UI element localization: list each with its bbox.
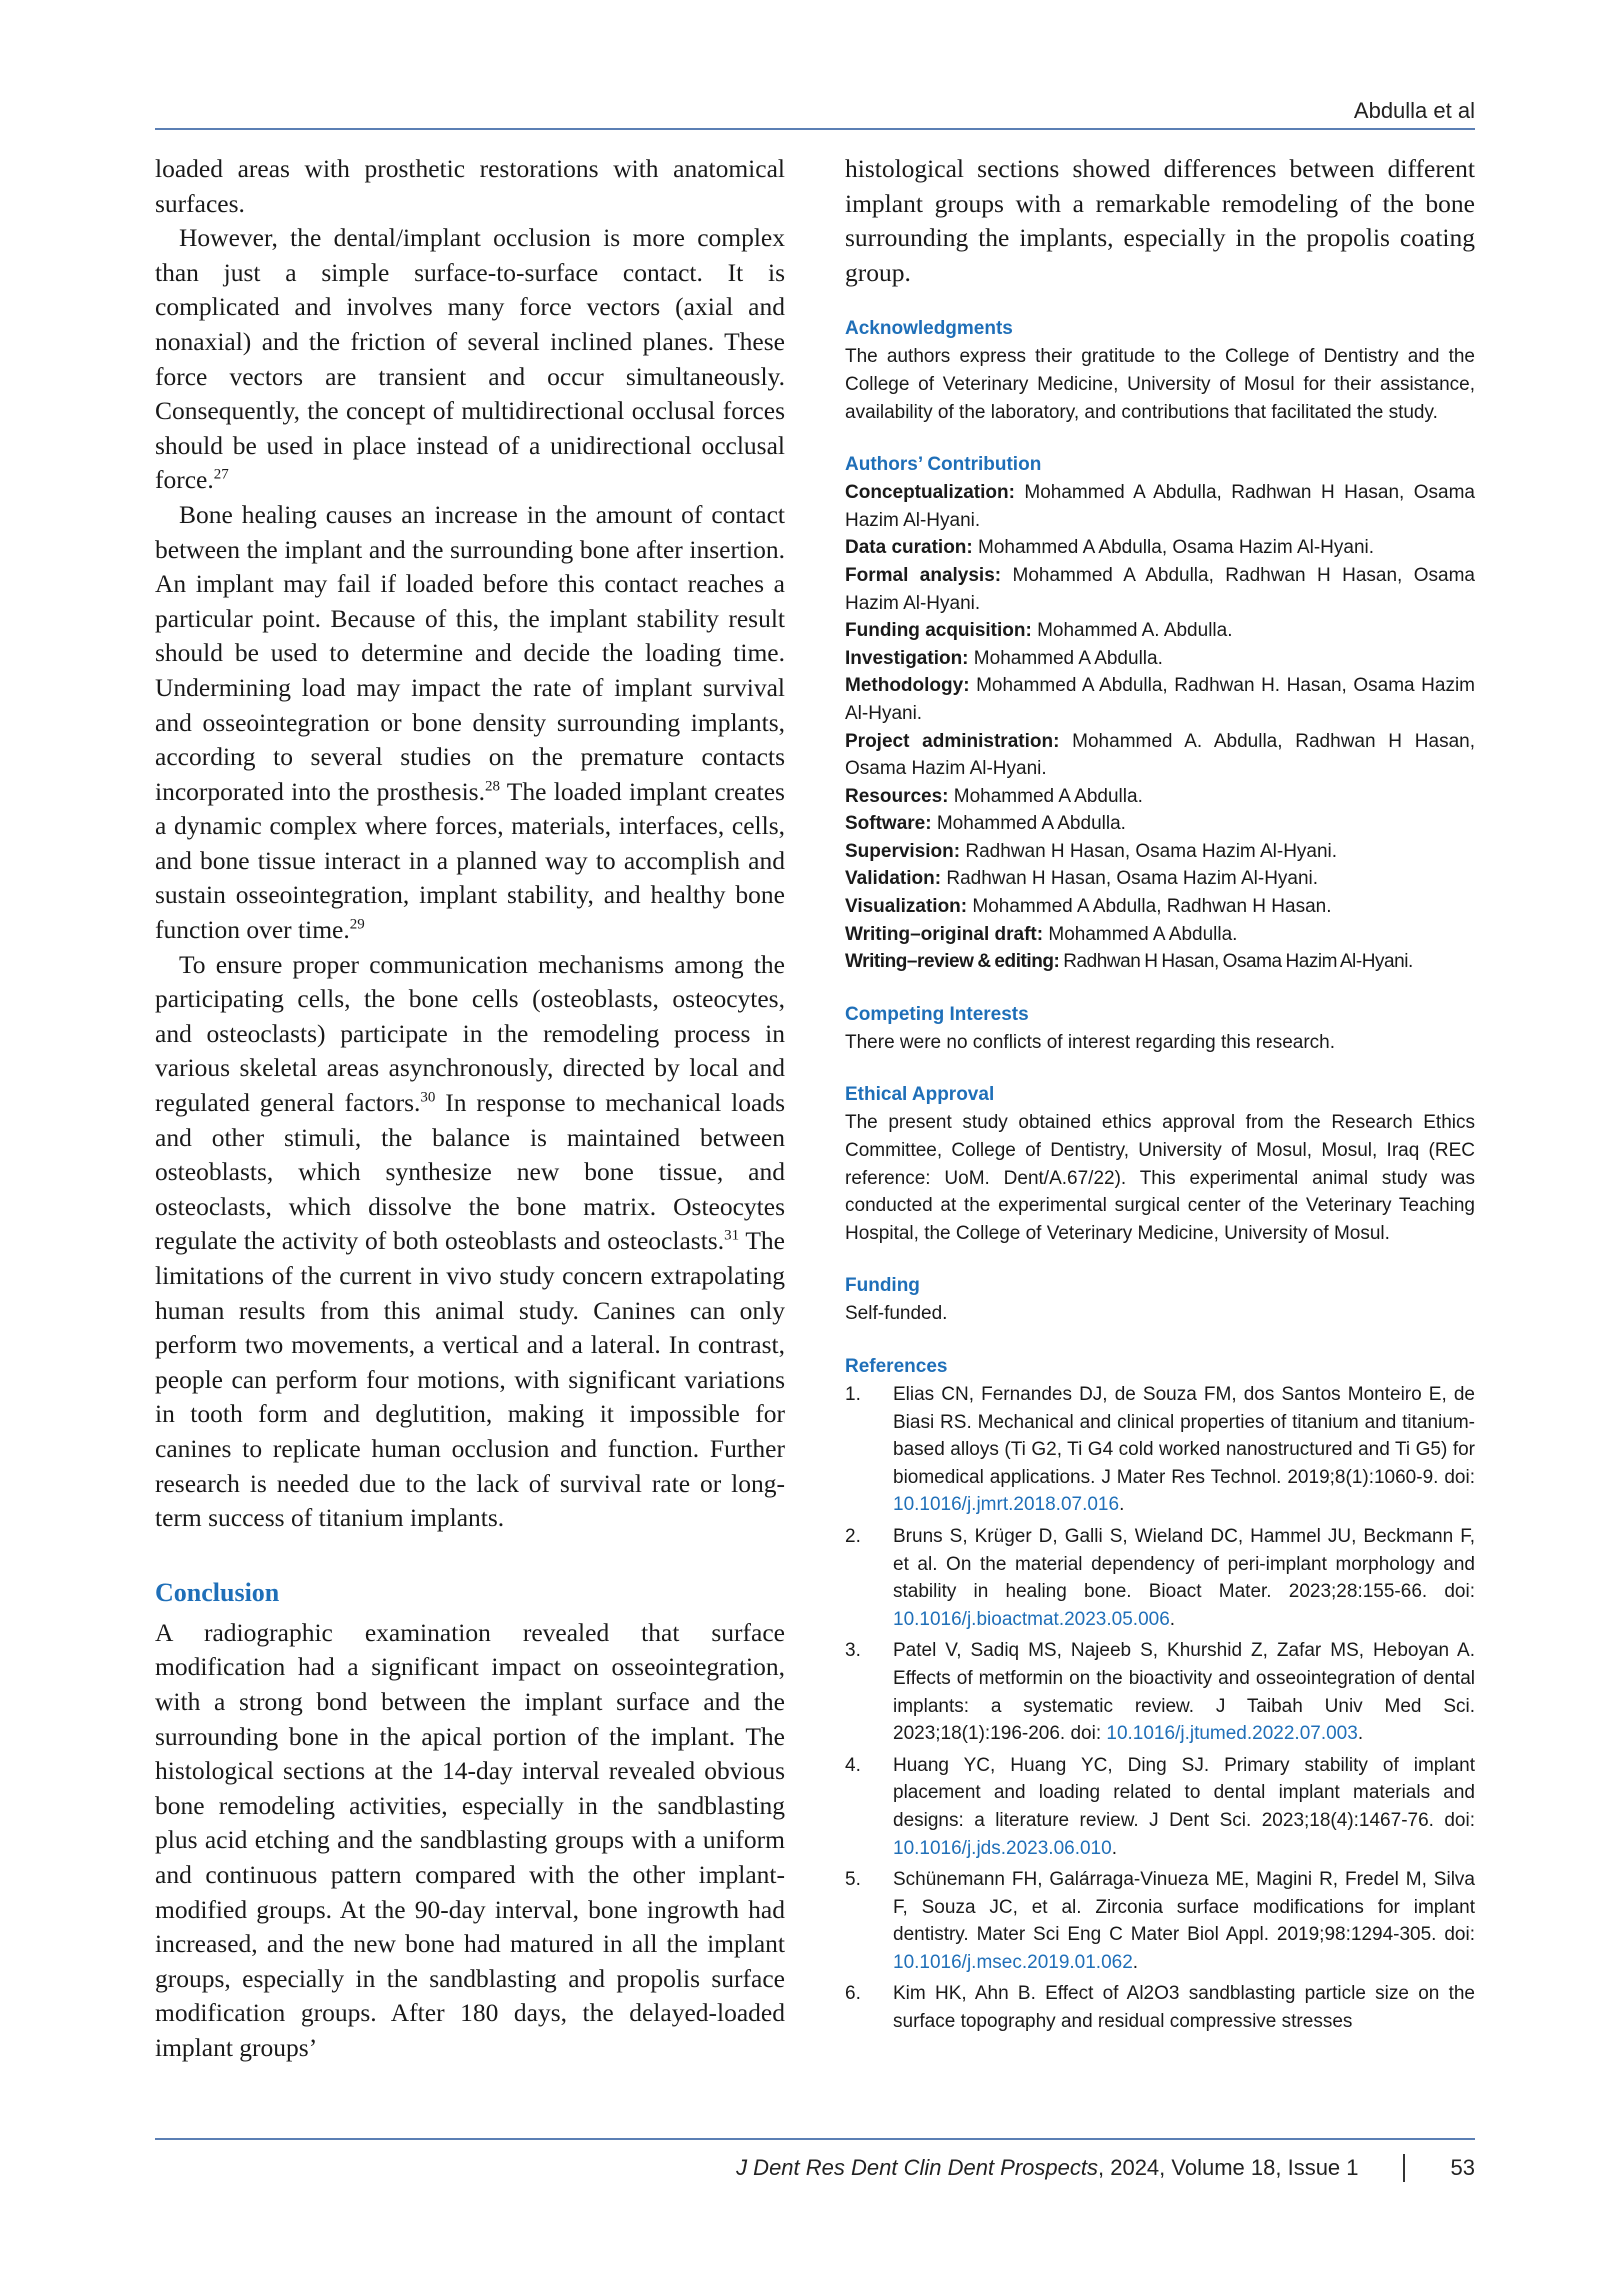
contribution-item: Supervision: Radhwan H Hasan, Osama Hazim Al-Hyani. xyxy=(845,840,1338,862)
doi-link[interactable]: 10.1016/j.jtumed.2022.07.003 xyxy=(1106,1723,1358,1745)
left-column xyxy=(155,152,785,2065)
conclusion-paragraph: A radiographic examination revealed that surface modification had a significant impact on osseointegration, with a strong bond between the implant surface and the surrounding bone in the apical portion of the implant. The histological sections at the 14-day interval revealed obvious bone remodeling activities, especially in the sandblasting plus acid etching and the sandblasting groups with a uniform and continuous pattern compared with the other implant-modified groups. At the 90-day interval, bone ingrowth had increased, and the new bone had matured in all the implant groups, especially in the sandblasting and propolis surface modification groups. After 180 days, the delayed-loaded implant groups’ xyxy=(155,1617,785,2062)
ethical-approval-heading: Ethical Approval xyxy=(845,1084,995,1106)
citation-superscript: 28 xyxy=(484,778,500,795)
contribution-item: Writing–original draft: Mohammed A Abdulla. xyxy=(845,923,1238,945)
reference-item: 4. Huang YC, Huang YC, Ding SJ. Primary stability of implant placement and loading related to dental implant materials and designs: a literature review. J Dent Sci. 2023;18(4):1467-76. doi: 10.1016/j.jds.2023.06.010. xyxy=(845,1752,1475,1862)
body-paragraph: Bone healing causes an increase in the amount of contact between the implant and the surrounding bone after insertion. An implant may fail if loaded before this contact reaches a particular point. Because of this, the implant stability result should be used to determine and decide the loading time. Undermining load may impact the rate of implant survival and osseointegration or bone density surrounding implants, according to several studies on the premature contacts incorporated into the prosthesis.$^{28}$ The loaded implant creates a dynamic complex where forces, materials, interfaces, cells, and bone tissue interact in a planned way to accomplish and sustain osseointegration, implant stability, and healthy bone function over time.$^{29}$ xyxy=(155,499,785,945)
doi-link[interactable]: 10.1016/j.jds.2023.06.010 xyxy=(893,1837,1112,1859)
conclusion-heading: Conclusion xyxy=(155,1577,280,1607)
reference-number: 1. xyxy=(845,1384,861,1405)
contribution-item: Investigation: Mohammed A Abdulla. xyxy=(845,647,1163,669)
body-paragraph: However, the dental/implant occlusion is more complex than just a simple surface-to-surface contact. It is complicated and involves many force vectors (axial and nonaxial) and the friction of several inclined planes. These force vectors are transient and occur simultaneously. Consequently, the concept of multidirectional occlusal forces should be used in place instead of a unidirectional occlusal force.$^{27}$ xyxy=(155,223,785,495)
competing-interests-heading: Competing Interests xyxy=(845,1003,1029,1025)
competing-interests-text: There were no conflicts of interest regarding this research. xyxy=(845,1031,1336,1053)
reference-item: 6. Kim HK, Ahn B. Effect of Al2O3 sandblasting particle size on the surface topography and residual compressive stresses xyxy=(845,1980,1475,2035)
reference-number: 6. xyxy=(845,1983,861,2005)
reference-item: 3. Patel V, Sadiq MS, Najeeb S, Khurshid Z, Zafar MS, Heboyan A. Effects of metformin on the bioactivity and osseointegration of dental implants: a systematic review. J Taibah Univ Med Sci. 2023;18(1):196-206. doi: 10.1016/j.jtumed.2022.07.003. xyxy=(845,1637,1475,1747)
funding-heading: Funding xyxy=(845,1275,920,1297)
footer-rule xyxy=(155,2138,1475,2140)
running-head: Abdulla et al xyxy=(1353,98,1475,123)
reference-item: 1. Elias CN, Fernandes DJ, de Souza FM, dos Santos Monteiro E, de Biasi RS. Mechanical and clinical properties of titanium and titanium-based alloys (Ti G2, Ti G4 cold worked nanostructured and Ti G5) for biomedical applications. J Mater Res Technol. 2019;8(1):1060-9. doi: 10.1016/j.jmrt.2018.07.016. xyxy=(845,1381,1475,1519)
contribution-item: Software: Mohammed A Abdulla. xyxy=(845,813,1126,835)
reference-item: 2. Bruns S, Krüger D, Galli S, Wieland DC, Hammel JU, Beckmann F, et al. On the material dependency of peri-implant morphology and stability in healing bone. Bioact Mater. 2023;28:155-66. doi: 10.1016/j.bioactmat.2023.05.006. xyxy=(845,1523,1475,1633)
contribution-item: Conceptualization: Mohammed A Abdulla, Radhwan H Hasan, Osama Hazim Al-Hyani. xyxy=(845,482,1475,531)
citation-superscript: 30 xyxy=(420,1089,436,1106)
reference-number: 4. xyxy=(845,1754,861,1776)
body-paragraph: To ensure proper communication mechanisms among the participating cells, the bone cells (osteoblasts, osteocytes, and osteoclasts) participate in the remodeling process in various skeletal areas asynchronously, directed by local and regulated general factors.$^{30}$ In response to mechanical loads and other stimuli, the balance is maintained between osteoblasts, which synthesize new bone tissue, and osteoclasts, which dissolve the bone matrix. Osteocytes regulate the activity of both osteoblasts and osteoclasts.$^{31}$ The limitations of the current in vivo study concern extrapolating human results from this animal study. Canines can only perform two movements, a vertical and a lateral. In contrast, people can perform four motions, with significant variations in tooth form and deglutition, making it impossible for canines to replicate human occlusion and function. Further research is needed due to the lack of survival rate or long-term success of titanium implants. xyxy=(155,949,786,1533)
doi-link[interactable]: 10.1016/j.bioactmat.2023.05.006 xyxy=(893,1608,1170,1630)
page-number: 53 xyxy=(1450,2155,1475,2180)
contribution-item: Methodology: Mohammed A Abdulla, Radhwan H. Hasan, Osama Hazim Al-Hyani. xyxy=(845,675,1475,724)
acknowledgments-text: The authors express their gratitude to the College of Dentistry and the College of Veterinary Medicine, University of Mosul for their assistance, availability of the laboratory, and contributions that facilitated the study. xyxy=(845,346,1475,423)
acknowledgments-heading: Acknowledgments xyxy=(845,318,1013,340)
footer-separator xyxy=(1403,2154,1405,2182)
contribution-item: Formal analysis: Mohammed A Abdulla, Radhwan H Hasan, Osama Hazim Al-Hyani. xyxy=(845,564,1475,614)
contribution-item: Data curation: Mohammed A Abdulla, Osama Hazim Al-Hyani. xyxy=(845,537,1375,559)
citation-superscript: 27 xyxy=(213,466,229,483)
references-list xyxy=(845,1381,1475,2036)
reference-number: 3. xyxy=(845,1640,861,1662)
citation-superscript: 29 xyxy=(349,916,365,933)
page-footer xyxy=(736,2154,1475,2182)
reference-number: 5. xyxy=(845,1869,861,1891)
citation-superscript: 31 xyxy=(724,1227,740,1244)
journal-name: J Dent Res Dent Clin Dent Prospects xyxy=(736,2155,1098,2180)
contribution-item: Visualization: Mohammed A Abdulla, Radhwan H Hasan. xyxy=(845,896,1332,918)
contribution-item: Funding acquisition: Mohammed A. Abdulla. xyxy=(845,620,1233,642)
conclusion-continued: histological sections showed differences between different implant groups with a remarkable remodeling of the bone surrounding the implants, especially in the propolis coating group. xyxy=(845,154,1475,287)
contribution-item: Validation: Radhwan H Hasan, Osama Hazim Al-Hyani. xyxy=(845,868,1319,890)
right-column xyxy=(845,152,1475,2040)
doi-link[interactable]: 10.1016/j.jmrt.2018.07.016 xyxy=(893,1494,1120,1516)
contribution-item: Project administration: Mohammed A. Abdulla, Radhwan H Hasan, Osama Hazim Al-Hyani. xyxy=(845,730,1475,780)
ethical-approval-text: The present study obtained ethics approval from the Research Ethics Committee, College of Dentistry, University of Mosul, Mosul, Iraq (REC reference: UoM. Dent/A.67/22). This experimental animal study was conducted at the experimental surgical center of the Veterinary Teaching Hospital, the College of Veterinary Medicine, University of Mosul. xyxy=(845,1112,1475,1244)
references-heading: References xyxy=(845,1356,948,1377)
funding-text: Self-funded. xyxy=(845,1303,948,1325)
contributions-heading: Authors’ Contribution xyxy=(845,454,1042,476)
header-rule xyxy=(155,128,1475,130)
contributions-list xyxy=(845,479,1475,976)
doi-link[interactable]: 10.1016/j.msec.2019.01.062 xyxy=(893,1951,1133,1973)
contribution-item: Writing–review & editing: Radhwan H Hasan, Osama Hazim Al-Hyani. xyxy=(845,951,1413,973)
contribution-item: Resources: Mohammed A Abdulla. xyxy=(845,785,1143,807)
reference-item: 5. Schünemann FH, Galárraga-Vinueza ME, Magini R, Fredel M, Silva F, Souza JC, et al. Zirconia surface modifications for implant dentistry. Mater Sci Eng C Mater Biol Appl. 2019;98:1294-305. doi: 10.1016/j.msec.2019.01.062. xyxy=(845,1866,1475,1976)
body-paragraph: loaded areas with prosthetic restorations with anatomical surfaces. xyxy=(155,154,785,218)
reference-number: 2. xyxy=(845,1525,861,1547)
journal-issue: , 2024, Volume 18, Issue 1 xyxy=(1098,2155,1359,2180)
